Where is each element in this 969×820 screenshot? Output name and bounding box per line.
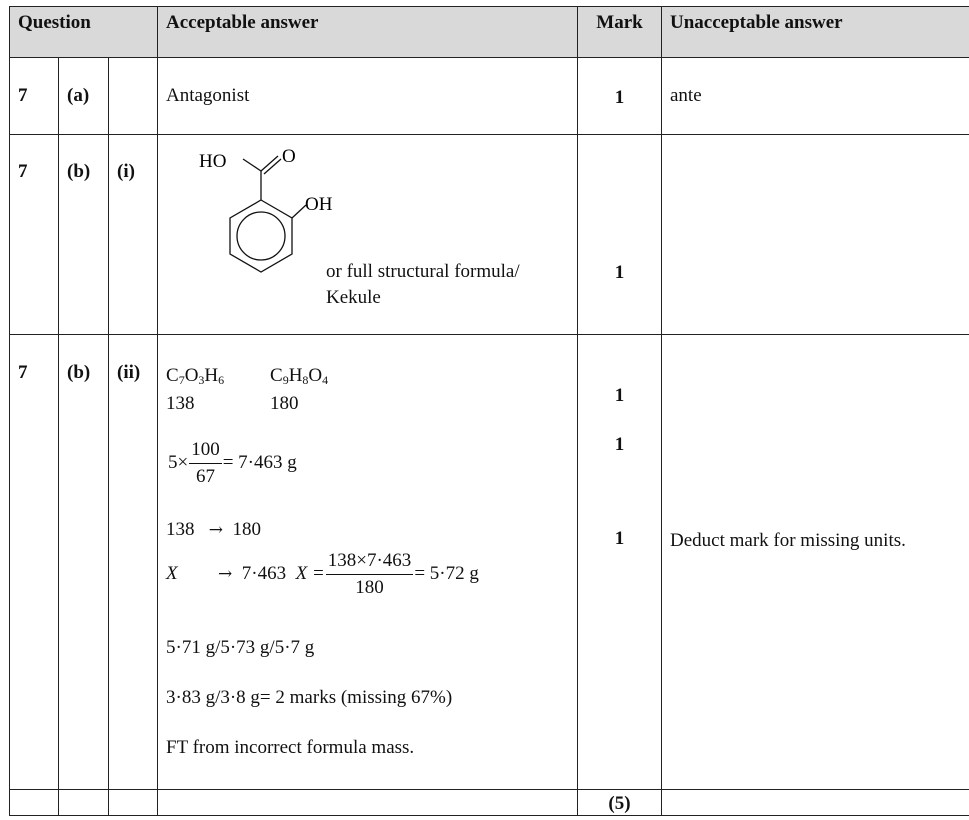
total-row bbox=[10, 790, 969, 816]
structure-note: or full structural formula/ Kekule bbox=[326, 261, 520, 308]
row-7b-ii bbox=[10, 335, 969, 790]
oh-label: OH bbox=[305, 194, 333, 215]
mark-value: 1 bbox=[578, 135, 662, 335]
follow-through-note: FT from incorrect formula mass. bbox=[166, 737, 415, 758]
question-number: 7 bbox=[10, 58, 59, 135]
formula-aspirin: $C_9H_8O_4$ bbox=[270, 365, 329, 387]
ho-label: HO bbox=[199, 151, 227, 172]
question-part: (a) bbox=[59, 58, 109, 135]
ratio-line: 138 → 180 bbox=[166, 519, 261, 540]
acceptable-answer bbox=[158, 135, 578, 335]
alternative-answer-2: 3·83 g/3·8 g= 2 marks (missing 67%) bbox=[166, 687, 453, 708]
question-number: 7 bbox=[10, 135, 59, 335]
question-part: (b) bbox=[59, 135, 109, 335]
mark-value: 1 bbox=[614, 385, 625, 406]
acceptable-answer: Antagonist bbox=[158, 58, 578, 135]
question-subpart: (i) bbox=[109, 135, 158, 335]
mark-values bbox=[578, 335, 662, 790]
o-label: O bbox=[282, 146, 296, 167]
question-subpart bbox=[109, 58, 158, 135]
row-7a bbox=[10, 58, 969, 135]
mark-value: 1 bbox=[578, 58, 662, 135]
header-acceptable: Acceptable answer bbox=[158, 7, 578, 58]
header-mark: Mark bbox=[578, 7, 662, 58]
calc-theoretical-yield: 5× $\frac{100}{67}$ = 7·463 g bbox=[168, 439, 297, 487]
benzene-ring bbox=[230, 200, 292, 272]
acceptable-answer bbox=[158, 335, 578, 790]
aromatic-circle bbox=[237, 212, 285, 260]
formula-line bbox=[166, 365, 328, 387]
unacceptable-answer: Deduct mark for missing units. bbox=[662, 335, 969, 790]
question-part: (b) bbox=[59, 335, 109, 790]
header-row bbox=[10, 7, 969, 58]
mark-value: 1 bbox=[614, 528, 625, 549]
header-unacceptable: Unacceptable answer bbox=[662, 7, 969, 58]
row-7b-i bbox=[10, 135, 969, 335]
mark-value: 1 bbox=[614, 434, 625, 455]
question-number: 7 bbox=[10, 335, 59, 790]
question-subpart: (ii) bbox=[109, 335, 158, 790]
unacceptable-answer bbox=[662, 135, 969, 335]
header-question: Question bbox=[10, 7, 158, 58]
formula-salicylic: $C_7O_3H_6$ bbox=[166, 365, 225, 387]
calc-mass: X → 7·463 X = $\frac{138\times 7\cdot 463}{180}$ = 5·72 g bbox=[166, 550, 479, 598]
total-mark: (5) bbox=[578, 790, 662, 816]
unacceptable-answer: ante bbox=[662, 58, 969, 135]
alternative-answer-1: 5·71 g/5·73 g/5·7 g bbox=[166, 637, 315, 658]
mark-scheme-table bbox=[9, 6, 969, 816]
mass-line: 138 180 bbox=[166, 393, 299, 414]
